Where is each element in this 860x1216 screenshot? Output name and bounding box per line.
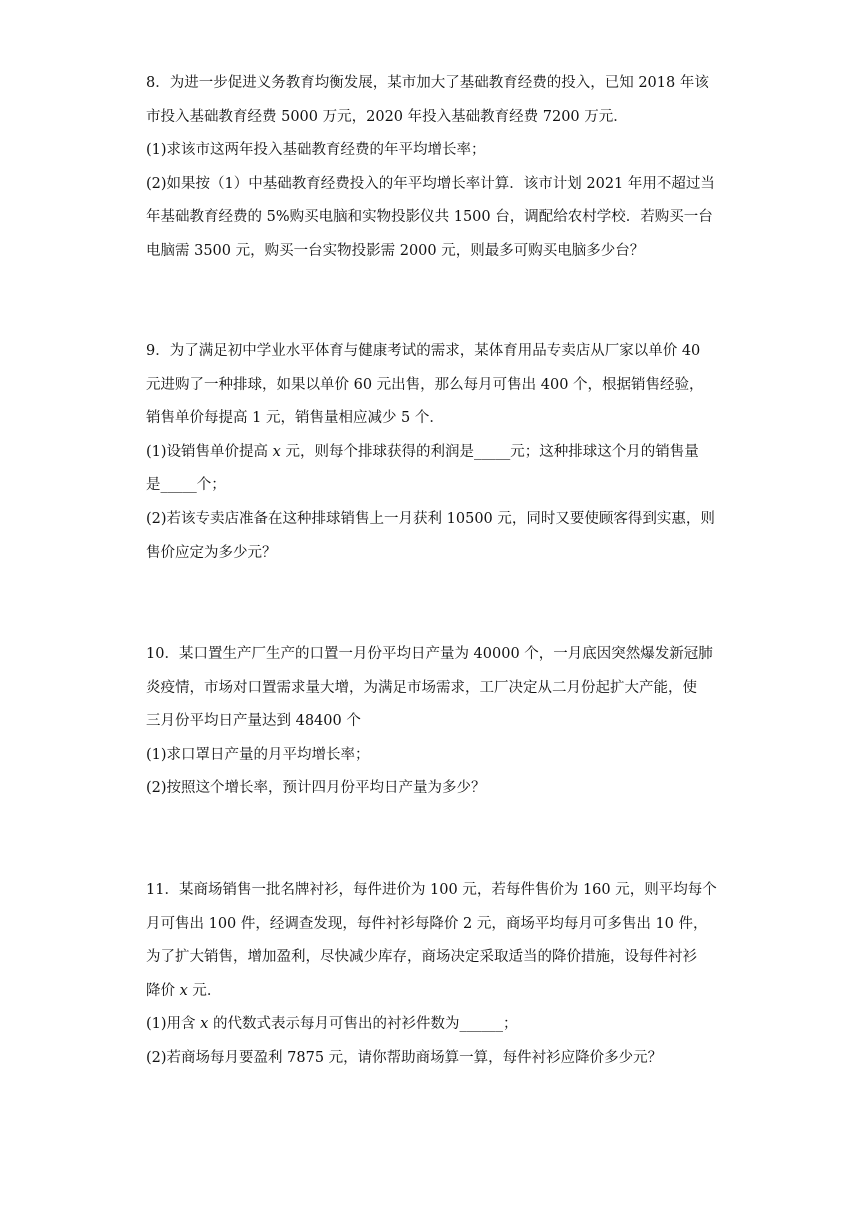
problem-11-line-4-text-b: 元． (187, 982, 222, 999)
problem-9-line-2: 元进购了一种排球，如果以单价 60 元出售，那么每月可售出 400 个，根据销售经验， (146, 376, 704, 393)
problem-11-line-4 (146, 981, 706, 1015)
problem-11-q1-text-a: (1)用含 (146, 1016, 201, 1033)
problem-10-line-3: 三月份平均日产量达到 48400 个 (146, 713, 361, 730)
variable-x: x (179, 982, 188, 999)
problem-9-question-2-line-2: 售价应定为多少元？ (146, 544, 277, 561)
problem-11-question-2: (2)若商场每月要盈利 7875 元，请你帮助商场算一算，每件衬衫应降价多少元？ (146, 1049, 663, 1066)
problem-8 (146, 73, 715, 275)
problem-9-line-1: 9．为了满足初中学业水平体育与健康考试的需求，某体育用品专卖店从厂家以单价 40 (146, 343, 701, 359)
problem-8-line-2: 市投入基础教育经费 5000 万元，2020 年投入基础教育经费 7200 万元． (146, 108, 628, 125)
problem-9-question-1-line-2: 是_____个； (146, 477, 226, 494)
problem-10-line-2: 炎疫情，市场对口置需求量大增，为满足市场需求，工厂决定从二月份起扩大产能，使 (146, 679, 697, 696)
problem-11-line-2: 月可售出 100 件，经调查发现，每件衬衫每降价 2 元，商场平均每月可多售出 10 件， (146, 915, 708, 932)
problem-9-q1-text-b: 元，则每个排球获得的利润是_____元；这种排球这个月的销售量 (280, 443, 699, 460)
variable-x: x (200, 1016, 209, 1033)
problem-8-question-2-line-3: 电脑需 3500 元，购买一台实物投影需 2000 元，则最多可购买电脑多少台？ (146, 242, 645, 259)
problem-10-line-1: 10．某口置生产厂生产的口置一月份平均日产量为 40000 个，一月底因突然爆发新冠肺 (146, 646, 713, 662)
problem-10-question-2: (2)按照这个增长率，预计四月份平均日产量为多少？ (146, 780, 486, 797)
problem-8-question-2-line-2: 年基础教育经费的 5%购买电脑和实物投影仪共 1500 台，调配给农村学校．若购买一台 (146, 209, 713, 226)
problem-11-q1-text-b: 的代数式表示每月可售出的衬衫件数为______； (208, 1016, 518, 1033)
problem-11-question-1 (146, 1014, 706, 1048)
problem-11-line-1: 11．某商场销售一批名牌衬衫，每件进价为 100 元，若每件售价为 160 元，则平均每个 (146, 882, 717, 898)
problem-9 (146, 341, 715, 576)
problem-9-line-3: 销售单价每提高 1 元，销售量相应减少 5 个． (146, 410, 444, 427)
problem-10-question-1: (1)求口罩日产量的月平均增长率； (146, 746, 370, 763)
problem-9-q1-text-a: (1)设销售单价提高 (146, 443, 273, 460)
problem-11-line-4-text-a: 降价 (146, 982, 180, 999)
problem-11 (146, 880, 717, 1082)
problem-9-question-2-line-1: (2)若该专卖店准备在这种排球销售上一月获利 10500 元，同时又要使顾客得到实惠，则 (146, 510, 715, 527)
problem-8-question-1: (1)求该市这两年投入基础教育经费的年平均增长率； (146, 142, 486, 159)
problem-8-question-2-line-1: (2)如果按（1）中基础教育经费投入的年平均增长率计算．该市计划 2021 年用不超过当 (146, 175, 715, 192)
problem-10 (146, 644, 713, 812)
problem-9-question-1-line-1 (146, 442, 706, 476)
problem-8-line-1: 8．为进一步促进义务教育均衡发展，某市加大了基础教育经费的投入，已知 2018 年该 (146, 75, 709, 91)
problem-11-line-3: 为了扩大销售，增加盈利，尽快减少库存，商场决定采取适当的降价措施，设每件衬衫 (146, 949, 697, 966)
variable-x: x (272, 443, 281, 460)
